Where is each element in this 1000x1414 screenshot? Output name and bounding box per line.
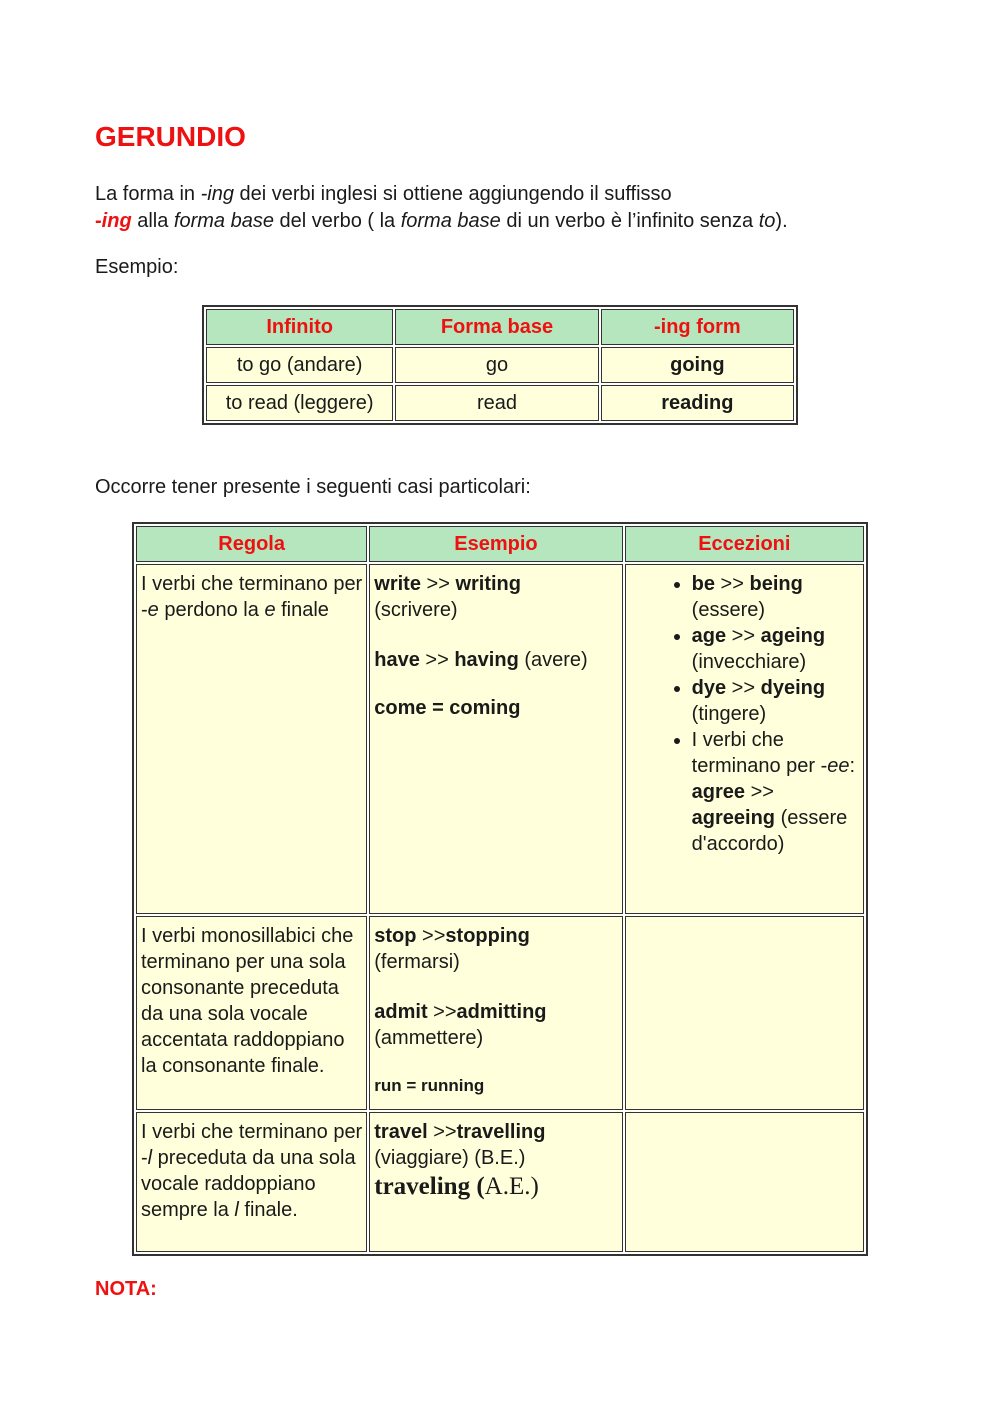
- header-forma-base: Forma base: [395, 309, 598, 345]
- example-cell: [369, 916, 622, 1110]
- rule-text: perdono la: [158, 599, 265, 621]
- table-row: [136, 564, 864, 914]
- example-verb: travel: [374, 1121, 428, 1143]
- example-verb: stop: [374, 925, 417, 947]
- exception-translation: (tingere): [691, 703, 767, 725]
- example-cell: [369, 564, 622, 914]
- example-table: [202, 305, 798, 425]
- example-verb: have: [374, 649, 420, 671]
- example-ing: traveling: [374, 1173, 471, 1200]
- header-eccezioni: Eccezioni: [625, 526, 864, 562]
- example-arrow: >>: [420, 573, 456, 595]
- example-verb: admit: [374, 1001, 428, 1023]
- rule-cell: [136, 564, 367, 914]
- example-ing: admitting: [456, 1001, 547, 1023]
- intro-paragraph: [95, 181, 955, 235]
- example-item: [374, 571, 617, 623]
- intro-text: alla: [131, 210, 174, 232]
- cell-ing-form: going: [601, 347, 794, 383]
- example-item: [374, 1119, 617, 1171]
- example-translation: (viaggiare) (B.E.): [374, 1147, 526, 1169]
- rule-cell: [136, 1112, 367, 1252]
- example-label: Esempio:: [95, 256, 179, 278]
- page-title: GERUNDIO: [95, 121, 246, 152]
- exception-arrow: >>: [726, 677, 761, 699]
- exception-arrow: >>: [726, 625, 761, 647]
- rule-text: finale.: [238, 1199, 298, 1221]
- exception-item: [692, 623, 859, 675]
- special-cases-label: Occorre tener presente i seguenti casi particolari:: [95, 476, 531, 498]
- example-item: come = coming: [374, 697, 521, 719]
- example-arrow: >>: [427, 1001, 457, 1023]
- example-arrow: >>: [427, 1121, 457, 1143]
- exception-arrow: >>: [745, 781, 774, 803]
- intro-text: di un verbo è l’infinito senza: [500, 210, 759, 232]
- exception-item: [692, 727, 859, 857]
- rule-text: finale: [275, 599, 329, 621]
- table-header-row: [136, 526, 864, 562]
- exception-item: [692, 571, 859, 623]
- rule-text: preceduta da una sola vocale raddoppiano sempre la: [141, 1147, 356, 1221]
- intro-suffix-ing: ing: [101, 210, 132, 232]
- example-ing: stopping: [445, 925, 530, 947]
- exceptions-cell: [625, 916, 864, 1110]
- intro-text: ).: [775, 210, 788, 232]
- cell-forma-base: read: [395, 385, 598, 421]
- table-row: [206, 385, 794, 421]
- intro-suffix-dash: -: [95, 210, 102, 232]
- intro-text: del verbo ( la: [273, 210, 401, 232]
- example-translation: (scrivere): [374, 599, 458, 621]
- cell-infinito: to go (andare): [206, 347, 393, 383]
- example-paren: (: [470, 1173, 485, 1200]
- rule-text: I verbi che terminano per -: [141, 573, 363, 621]
- rule-letter: e: [147, 599, 159, 621]
- intro-ing-suffix: -ing: [200, 183, 234, 205]
- example-variant: A.E.): [484, 1173, 539, 1200]
- cell-forma-base: go: [395, 347, 598, 383]
- exception-verb: agree: [691, 781, 746, 803]
- exception-text: I verbi che terminano per -: [691, 729, 828, 777]
- example-ing: having: [454, 649, 519, 671]
- example-translation: (ammettere): [374, 1027, 484, 1049]
- example-item: [374, 647, 617, 673]
- intro-text: La forma in: [95, 183, 201, 205]
- example-ing: writing: [455, 573, 521, 595]
- exception-arrow: >>: [715, 573, 750, 595]
- cell-infinito: to read (leggere): [206, 385, 393, 421]
- example-item: [374, 1171, 617, 1203]
- rule-letter: l: [234, 1199, 239, 1221]
- header-regola: Regola: [136, 526, 367, 562]
- exception-verb: dye: [691, 677, 727, 699]
- exception-letters: ee: [827, 755, 850, 777]
- table-row: [136, 1112, 864, 1252]
- nota-label: NOTA:: [95, 1278, 157, 1300]
- exceptions-cell: [625, 1112, 864, 1252]
- exception-translation: (essere): [691, 599, 766, 621]
- exception-verb: age: [691, 625, 727, 647]
- exception-translation: (invecchiare): [691, 651, 807, 673]
- exceptions-list: [630, 571, 859, 857]
- example-ing: travelling: [456, 1121, 546, 1143]
- header-ing-form: -ing form: [601, 309, 794, 345]
- intro-text: dei verbi inglesi si ottiene aggiungendo il suffisso: [233, 183, 672, 205]
- exception-ing: being: [749, 573, 803, 595]
- example-translation: (fermarsi): [374, 951, 460, 973]
- table-row: [206, 347, 794, 383]
- example-arrow: >>: [419, 649, 455, 671]
- exception-item: [692, 675, 859, 727]
- intro-forma-base: forma base: [173, 210, 274, 232]
- intro-forma-base: forma base: [400, 210, 501, 232]
- cell-ing-form: reading: [601, 385, 794, 421]
- example-verb: write: [374, 573, 421, 595]
- exception-text: :: [849, 755, 856, 777]
- exceptions-cell: [625, 564, 864, 914]
- exception-ing: agreeing: [691, 807, 776, 829]
- table-header-row: [206, 309, 794, 345]
- intro-to: to: [758, 210, 776, 232]
- header-infinito: Infinito: [206, 309, 393, 345]
- exception-ing: ageing: [760, 625, 826, 647]
- rule-text: I verbi che terminano per -: [141, 1121, 363, 1169]
- example-translation: (avere): [518, 649, 588, 671]
- exception-ing: dyeing: [760, 677, 826, 699]
- rule-letter: l: [147, 1147, 153, 1169]
- example-item: [374, 923, 617, 975]
- rule-cell: I verbi monosillabici che terminano per una sola consonante preceduta da una sola vocale accentata raddoppiano la consonante finale.: [136, 916, 367, 1110]
- exception-translation: (essere d'accordo): [691, 807, 848, 855]
- table-row: [136, 916, 864, 1110]
- rules-table: [132, 522, 868, 1256]
- example-item: [374, 999, 617, 1051]
- example-arrow: >>: [416, 925, 446, 947]
- rule-letter: e: [264, 599, 276, 621]
- header-esempio: Esempio: [369, 526, 622, 562]
- example-cell: [369, 1112, 622, 1252]
- exception-verb: be: [691, 573, 715, 595]
- example-item: run = running: [374, 1076, 485, 1095]
